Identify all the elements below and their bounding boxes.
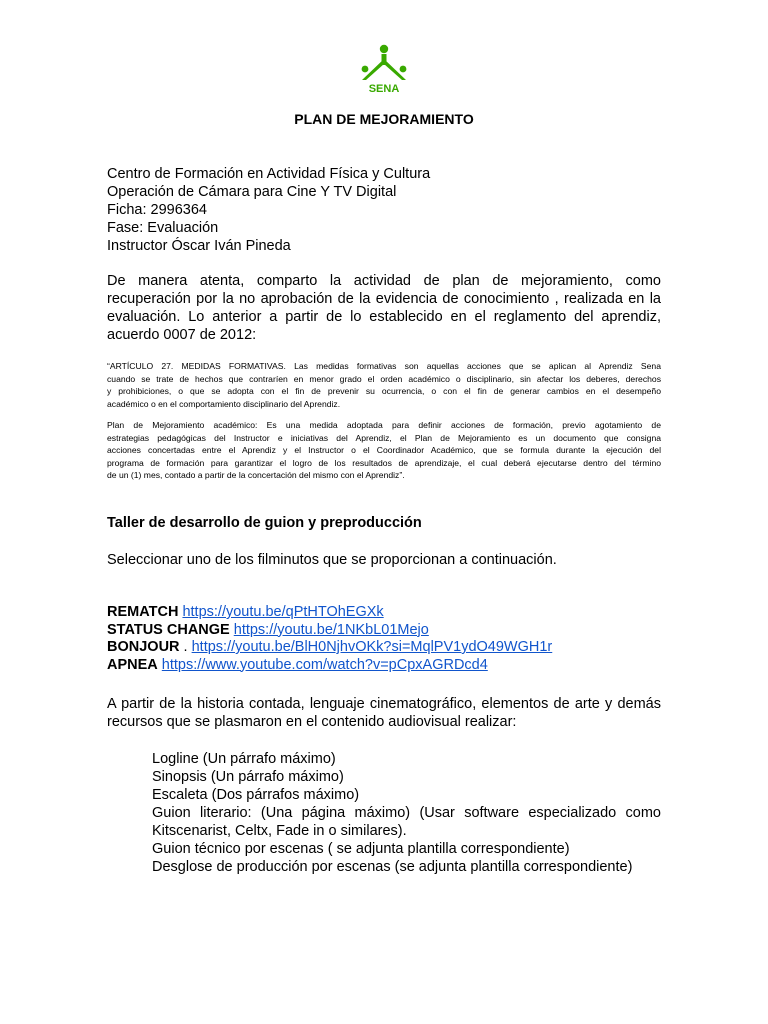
course-info bbox=[107, 165, 430, 255]
film-name: APNEA bbox=[107, 656, 158, 673]
info-program: Operación de Cámara para Cine Y TV Digital bbox=[107, 184, 397, 200]
deliverable-item: Logline (Un párrafo máximo) bbox=[152, 751, 336, 767]
deliverable-item: Guion literario: (Una página máximo) (Usar software especializado como bbox=[152, 805, 661, 821]
info-instructor: Instructor Óscar Iván Pineda bbox=[107, 238, 291, 254]
info-center: Centro de Formación en Actividad Física y Cultura bbox=[107, 166, 431, 182]
deliverable-item: Guion técnico por escenas ( se adjunta plantilla correspondiente) bbox=[152, 841, 570, 857]
article-line: cuando se trate de hechos que contraríen en menor grado el orden académico o disciplinario, sin afectar los deberes, derechos bbox=[107, 373, 661, 384]
film-link[interactable]: https://youtu.be/1NKbL01Mejo bbox=[233, 621, 429, 638]
article-quote bbox=[107, 360, 661, 410]
film-list bbox=[107, 604, 552, 674]
deliverable-item: Desglose de producción por escenas (se adjunta plantilla correspondiente) bbox=[152, 859, 633, 875]
task-line: A partir de la historia contada, lenguaje cinematográfico, elementos de arte y demás bbox=[107, 696, 661, 712]
deliverable-item: Sinopsis (Un párrafo máximo) bbox=[152, 769, 344, 785]
workshop-heading: Taller de desarrollo de guion y preproducción bbox=[107, 515, 422, 531]
film-link[interactable]: https://youtu.be/BlH0NjhvOKk?si=MqlPV1ydO49WGH1r bbox=[191, 639, 553, 655]
intro-line: acuerdo 0007 de 2012: bbox=[107, 327, 257, 343]
film-item bbox=[107, 622, 552, 640]
film-name: STATUS CHANGE bbox=[107, 621, 230, 638]
plan-line: acciones concertadas entre el Aprendiz y el Instructor o el Coordinador Académico, que se formula durante la ejecución del bbox=[107, 445, 661, 455]
plan-definition bbox=[107, 419, 661, 482]
deliverables-list bbox=[152, 750, 661, 876]
film-item bbox=[107, 657, 552, 675]
film-name: BONJOUR bbox=[107, 639, 180, 655]
info-phase: Fase: Evaluación bbox=[107, 220, 219, 236]
film-item: BONJOUR . https://youtu.be/BlH0NjhvOKk?si=MqlPV1ydO49WGH1r bbox=[107, 639, 553, 655]
deliverable-item: Escaleta (Dos párrafos máximo) bbox=[152, 787, 360, 803]
plan-line: Plan de Mejoramiento académico: Es una medida adoptada para definir acciones de formación, previo agotamiento de bbox=[107, 420, 661, 430]
film-link[interactable]: https://youtu.be/qPtHTOhEGXk bbox=[182, 604, 384, 620]
document-title: PLAN DE MEJORAMIENTO bbox=[294, 111, 474, 127]
intro-line: evaluación. Lo anterior a partir de lo establecido en el reglamento del aprendiz, bbox=[107, 309, 661, 325]
sena-logo-text: SENA bbox=[368, 83, 400, 94]
film-link[interactable]: https://www.youtube.com/watch?v=pCpxAGRDcd4 bbox=[161, 656, 488, 673]
intro-line: De manera atenta, comparto la actividad de plan de mejoramiento, como bbox=[107, 273, 661, 289]
article-line: “ARTÍCULO 27. MEDIDAS FORMATIVAS. Las medidas formativas son aquellas acciones que se aplican al Aprendiz Sena bbox=[107, 361, 661, 371]
plan-line: de un (1) mes, contado a partir de la concertación del mismo con el Aprendiz”. bbox=[107, 470, 405, 480]
deliverable-item: Kitscenarist, Celtx, Fade in o similares). bbox=[152, 823, 407, 839]
intro-paragraph bbox=[107, 272, 661, 344]
info-ficha: Ficha: 2996364 bbox=[107, 202, 207, 218]
task-paragraph bbox=[107, 695, 661, 731]
plan-line: programa de formación para garantizar el logro de los resultados de aprendizaje, el cual deberá ejecutarse dentro del término bbox=[107, 457, 661, 468]
film-item bbox=[107, 604, 552, 622]
task-line: recursos que se plasmaron en el contenido audiovisual realizar: bbox=[107, 714, 517, 730]
instruction-text: Seleccionar uno de los filminutos que se proporcionan a continuación. bbox=[107, 552, 557, 568]
article-line: académico o en el comportamiento disciplinario del Aprendiz. bbox=[107, 398, 341, 409]
article-line: y prohibiciones, o que se adopta con el fin de prevenir su ocurrencia, o con el fin de generar cambios en el desempeño bbox=[107, 386, 661, 396]
sena-logo bbox=[356, 44, 412, 94]
intro-line: recuperación por la no aprobación de la evidencia de conocimiento , realizada en la bbox=[107, 291, 661, 307]
plan-line: estrategias pedagógicas del Instructor e iniciativas del Aprendiz, el Plan de Mejoramiento es un documento que consigna bbox=[107, 432, 661, 443]
film-name: REMATCH bbox=[107, 604, 179, 620]
